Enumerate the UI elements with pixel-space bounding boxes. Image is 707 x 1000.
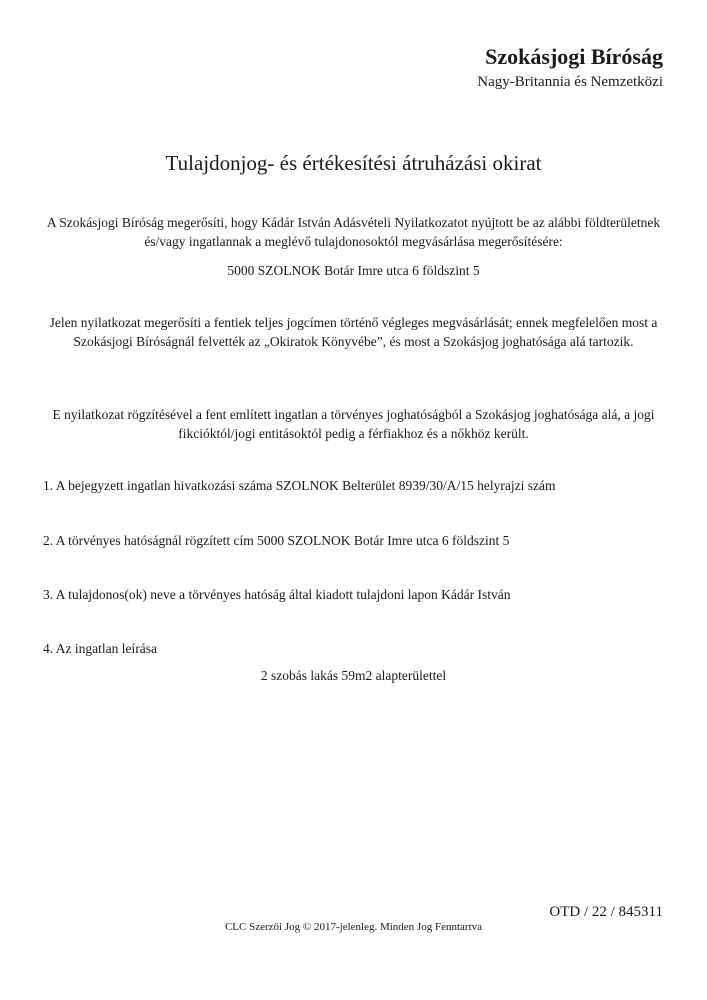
property-description: 2 szobás lakás 59m2 alapterülettel (260, 668, 447, 683)
intro-paragraph: A Szokásjogi Bíróság megerősíti, hogy Kádár István Adásvételi Nyilatkozatot nyújtott be az alábbi földterületnek és/vagy ingatlannak a meglévő tulajdonosoktól megvásárlása megerősítésére: (46, 215, 661, 249)
document-title: Tulajdonjog- és értékesítési átruházási okirat (165, 151, 542, 175)
confirmation-paragraph: Jelen nyilatkozat megerősíti a fentiek teljes jogcímen történő végleges megvásárlását; ennek megfelelően most a Szokásjogi Bíróságnál felvették az „Okiratok Könyvébe”, és most a Szokásjog joghatósága alá tartozik. (49, 315, 658, 349)
reference-number: OTD / 22 / 845311 (549, 904, 663, 920)
copyright-footer: CLC Szerzői Jog © 2017-jelenleg. Minden Jog Fenntartva (224, 921, 483, 933)
list-item: 3. A tulajdonos(ok) neve a törvényes hatóság által kiadott tulajdoni lapon Kádár István (43, 587, 511, 602)
court-header (477, 44, 663, 92)
transfer-paragraph: E nyilatkozat rögzítésével a fent említett ingatlan a törvényes joghatóságból a Szokásjog joghatósága alá, a jogi fikcióktól/jogi entitásoktól pedig a férfiakhoz és a nőkhöz került. (52, 407, 655, 441)
list-item: 2. A törvényes hatóságnál rögzített cím 5000 SZOLNOK Botár Imre utca 6 földszint 5 (43, 533, 510, 548)
list-item: 4. Az ingatlan leírása (43, 641, 157, 656)
list-item: 1. A bejegyzett ingatlan hivatkozási száma SZOLNOK Belterület 8939/30/A/15 helyrajzi szám (43, 478, 556, 493)
court-subtitle: Nagy-Britannia és Nemzetközi (477, 74, 663, 90)
property-address: 5000 SZOLNOK Botár Imre utca 6 földszint 5 (227, 263, 480, 278)
court-name: Szokásjogi Bíróság (485, 44, 663, 69)
